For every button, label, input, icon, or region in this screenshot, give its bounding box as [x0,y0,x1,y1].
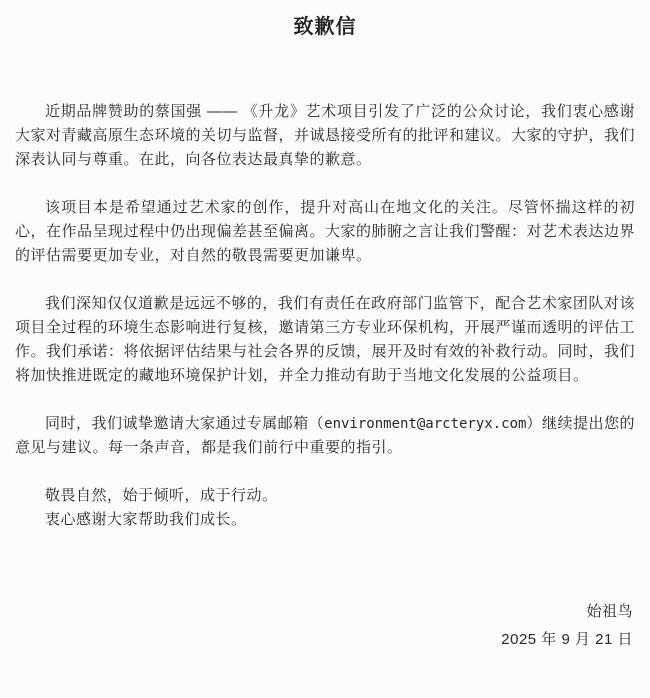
signature-block [15,598,635,654]
email-address: environment@arcteryx.com [324,416,527,432]
letter-paragraph-3: 我们深知仅仅道歉是远远不够的，我们有责任在政府部门监管下，配合艺术家团队对该项目全过程的环境生态影响进行复核，邀请第三方专业环保机构，开展严谨而透明的评估工作。我们承诺：将依据评估结果与社会各界的反馈，展开及时有效的补救行动。同时，我们将加快推进既定的藏地环境保护计划，并全力推动有助于当地文化发展的公益项目。 [15,295,636,384]
closing-line-2: 衷心感谢大家帮助我们成长。 [45,511,247,528]
signature-date: 2025 年 9 月 21 日 [501,631,633,648]
letter-title: 致歉信 [293,16,357,38]
letter-paragraph-4 [15,412,635,460]
letter-paragraph-2: 该项目本是希望通过艺术家的创作，提升对高山在地文化的关注。尽管怀揣这样的初心，在作品呈现过程中仍出现偏差甚至偏离。大家的肺腑之言让我们警醒：对艺术表达边界的评估需要更加专业，对自然的敬畏需要更加谦卑。 [15,199,636,264]
letter-paragraph-1: 近期品牌赞助的蔡国强 —— 《升龙》艺术项目引发了广泛的公众讨论，我们衷心感谢大家对青藏高原生态环境的关切与监督，并诚恳接受所有的批评和建议。大家的守护，我们深表认同与尊重。在此，向各位表达最真挚的歉意。 [15,103,636,168]
paragraph-4-text-after-email: ）继续提出您的意见与建议。每一条声音，都是我们前行中重要的指引。 [15,415,635,456]
paragraph-4-text-before-email: 同时，我们诚挚邀请大家通过专属邮箱（ [45,415,325,432]
signature-name: 始祖鸟 [586,603,633,620]
letter-body [15,100,635,654]
closing-line-1: 敬畏自然，始于倾听，成于行动。 [45,487,278,504]
